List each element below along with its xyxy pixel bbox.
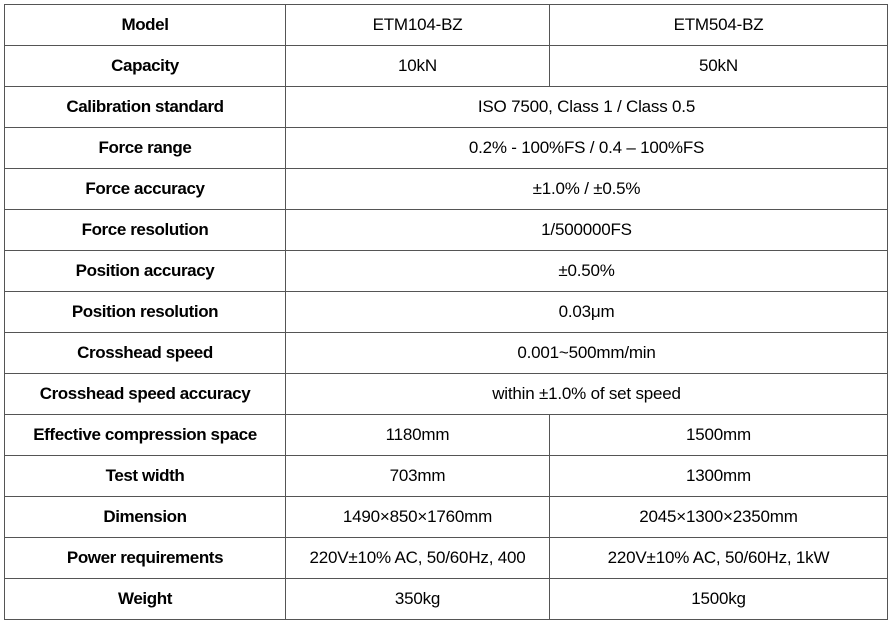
row-weight xyxy=(5,579,888,620)
row-label: Model xyxy=(5,5,286,46)
cell-etm104: 703mm xyxy=(286,456,550,497)
row-label: Test width xyxy=(5,456,286,497)
row-label: Power requirements xyxy=(5,538,286,579)
row-position-resolution xyxy=(5,292,888,333)
cell-etm504: 1300mm xyxy=(550,456,888,497)
row-effective-compression-space xyxy=(5,415,888,456)
row-force-resolution xyxy=(5,210,888,251)
row-label: Crosshead speed accuracy xyxy=(5,374,286,415)
row-force-accuracy xyxy=(5,169,888,210)
row-crosshead-speed xyxy=(5,333,888,374)
cell-shared: 0.001~500mm/min xyxy=(286,333,888,374)
cell-shared: 1/500000FS xyxy=(286,210,888,251)
cell-etm504: 50kN xyxy=(550,46,888,87)
row-label: Position resolution xyxy=(5,292,286,333)
row-label: Capacity xyxy=(5,46,286,87)
row-power-requirements xyxy=(5,538,888,579)
cell-etm504: 1500kg xyxy=(550,579,888,620)
cell-shared: ±1.0% / ±0.5% xyxy=(286,169,888,210)
cell-shared: 0.03μm xyxy=(286,292,888,333)
row-test-width xyxy=(5,456,888,497)
cell-shared: within ±1.0% of set speed xyxy=(286,374,888,415)
row-model xyxy=(5,5,888,46)
cell-etm104: 220V±10% AC, 50/60Hz, 400 xyxy=(286,538,550,579)
cell-etm104: 1490×850×1760mm xyxy=(286,497,550,538)
cell-etm504: 220V±10% AC, 50/60Hz, 1kW xyxy=(550,538,888,579)
row-label: Effective compression space xyxy=(5,415,286,456)
cell-etm104: 10kN xyxy=(286,46,550,87)
row-label: Calibration standard xyxy=(5,87,286,128)
cell-etm104: 1180mm xyxy=(286,415,550,456)
cell-shared: ±0.50% xyxy=(286,251,888,292)
cell-etm504: 1500mm xyxy=(550,415,888,456)
row-label: Position accuracy xyxy=(5,251,286,292)
cell-etm104: ETM104-BZ xyxy=(286,5,550,46)
row-label: Dimension xyxy=(5,497,286,538)
row-label: Force range xyxy=(5,128,286,169)
cell-shared: ISO 7500, Class 1 / Class 0.5 xyxy=(286,87,888,128)
row-label: Force accuracy xyxy=(5,169,286,210)
cell-etm104: 350kg xyxy=(286,579,550,620)
row-capacity xyxy=(5,46,888,87)
row-force-range xyxy=(5,128,888,169)
cell-etm504: 2045×1300×2350mm xyxy=(550,497,888,538)
row-calibration-standard xyxy=(5,87,888,128)
row-position-accuracy xyxy=(5,251,888,292)
cell-etm504: ETM504-BZ xyxy=(550,5,888,46)
row-label: Force resolution xyxy=(5,210,286,251)
row-label: Crosshead speed xyxy=(5,333,286,374)
cell-shared: 0.2% - 100%FS / 0.4 – 100%FS xyxy=(286,128,888,169)
row-crosshead-speed-accuracy xyxy=(5,374,888,415)
row-dimension xyxy=(5,497,888,538)
spec-table xyxy=(4,4,888,620)
row-label: Weight xyxy=(5,579,286,620)
